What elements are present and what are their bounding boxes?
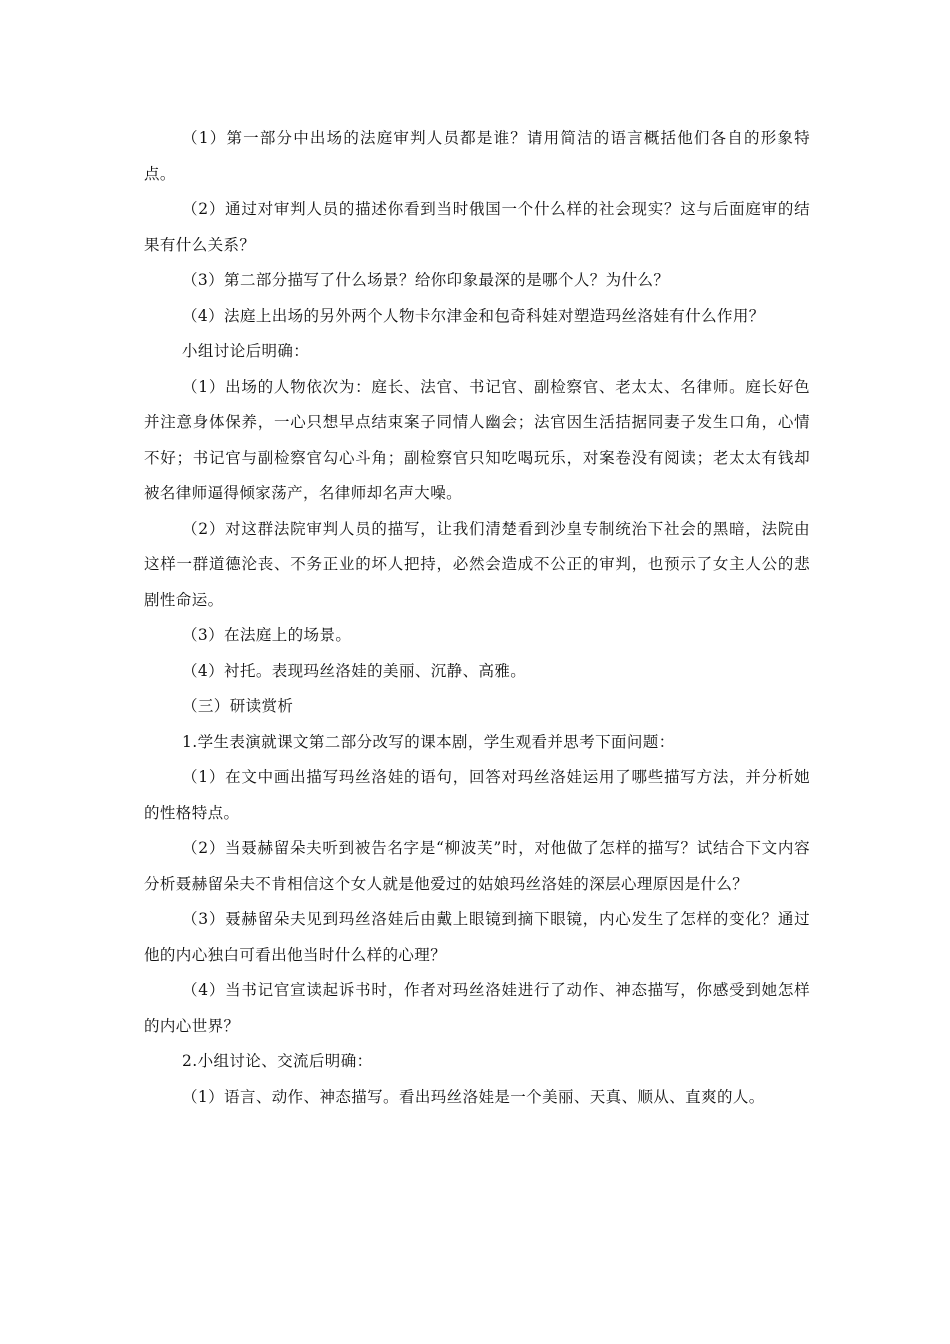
question-4: （4）法庭上出场的另外两个人物卡尔津金和包奇科娃对塑造玛丝洛娃有什么作用？ <box>182 306 765 325</box>
question-2: （2）通过对审判人员的描述你看到当时俄国一个什么样的社会现实？这与后面庭审的结果有什么关系？ <box>144 200 810 254</box>
activity-2: 2.小组讨论、交流后明确： <box>182 1052 373 1070</box>
activity-question-2: （2）当聂赫留朵夫听到被告名字是“柳波芙”时，对他做了怎样的描写？试结合下文内容分析聂赫留朵夫不肯相信这个女人就是他爱过的姑娘玛丝洛娃的深层心理原因是什么？ <box>144 839 810 893</box>
section-heading: （三）研读赏析 <box>182 697 294 715</box>
activity-1: 1.学生表演就课文第二部分改写的课本剧，学生观看并思考下面问题： <box>182 732 675 751</box>
activity-question-3: （3）聂赫留朵夫见到玛丝洛娃后由戴上眼镜到摘下眼镜，内心发生了怎样的变化？通过他的内心独白可看出他当时什么样的心理？ <box>144 910 810 964</box>
question-1: （1）第一部分中出场的法庭审判人员都是谁？请用简洁的语言概括他们各自的形象特点。 <box>144 129 810 183</box>
discussion-heading: 小组讨论后明确： <box>182 342 310 360</box>
answer-4: （4）衬托。表现玛丝洛娃的美丽、沉静、高雅。 <box>182 661 527 680</box>
answer-2: （2）对这群法院审判人员的描写，让我们清楚看到沙皇专制统治下社会的黑暗，法院由这样一群道德沦丧、不务正业的坏人把持，必然会造成不公正的审判，也预示了女主人公的悲剧性命运。 <box>144 519 810 609</box>
answer-1: （1）出场的人物依次为：庭长、法官、书记官、副检察官、老太太、名律师。庭长好色并注意身体保养，一心只想早点结束案子同情人幽会；法官因生活拮据同妻子发生口角，心情不好；书记官与副检察官勾心斗角；副检察官只知吃喝玩乐，对案卷没有阅读；老太太有钱却被名律师逼得倾家荡产，名律师却名声大噪。 <box>144 377 810 502</box>
document-body <box>144 121 810 1115</box>
activity-question-1: （1）在文中画出描写玛丝洛娃的语句，回答对玛丝洛娃运用了哪些描写方法，并分析她的性格特点。 <box>144 768 810 822</box>
activity-question-4: （4）当书记官宣读起诉书时，作者对玛丝洛娃进行了动作、神态描写，你感受到她怎样的内心世界？ <box>144 981 810 1035</box>
question-3: （3）第二部分描写了什么场景？给你印象最深的是哪个人？为什么？ <box>182 271 670 289</box>
answer-3: （3）在法庭上的场景。 <box>182 626 352 644</box>
activity-answer-1: （1）语言、动作、神态描写。看出玛丝洛娃是一个美丽、天真、顺从、直爽的人。 <box>182 1087 765 1106</box>
